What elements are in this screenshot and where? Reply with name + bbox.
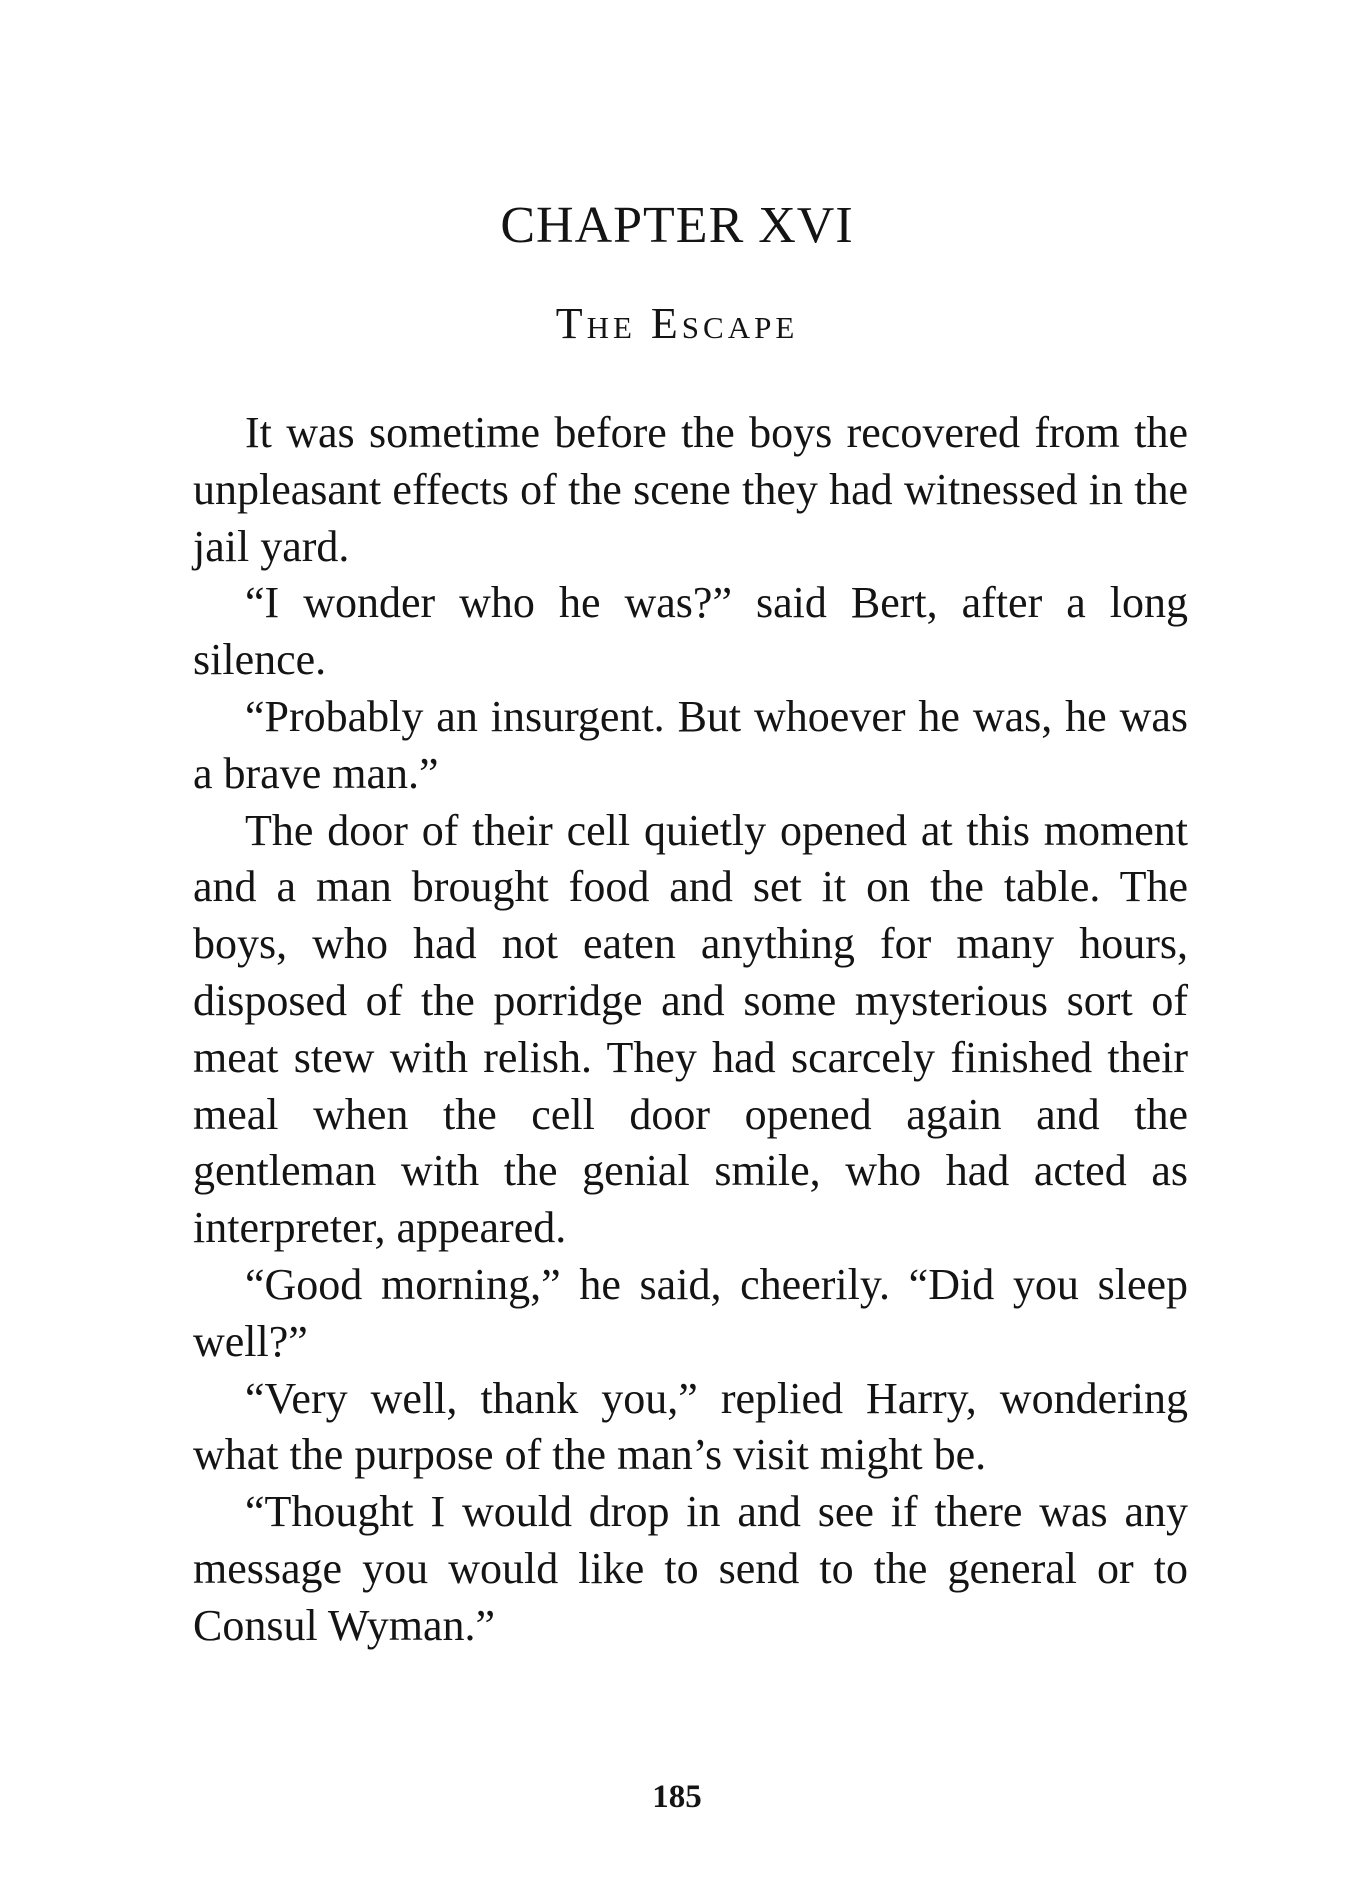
paragraph: “Very well, thank you,” replied Harry, wondering what the purpose of the man’s visit might be. — [193, 1373, 1188, 1480]
paragraph: The door of their cell quietly opened at this moment and a man brought food and set it on the table. The boys, who had not eaten anything for many hours, disposed of the porridge and some mysterious sort of meat stew with relish. They had scarcely finished their meal when the cell door opened again and the gentleman with the genial smile, who had acted as interpreter, appeared. — [193, 805, 1188, 1253]
paragraph: “I wonder who he was?” said Bert, after a long silence. — [193, 578, 1188, 685]
paragraph: “Good morning,” he said, cheerily. “Did you sleep well?” — [193, 1259, 1188, 1366]
chapter-body — [193, 405, 1188, 1655]
chapter-title: The Escape — [555, 299, 799, 348]
page-number: 185 — [652, 1779, 702, 1815]
paragraph: “Thought I would drop in and see if there was any message you would like to send to the general or to Consul Wyman.” — [193, 1487, 1188, 1650]
paragraph: It was sometime before the boys recovered from the unpleasant effects of the scene they had witnessed in the jail yard. — [193, 408, 1188, 571]
chapter-number: CHAPTER XVI — [500, 197, 854, 254]
paragraph: “Probably an insurgent. But whoever he was, he was a brave man.” — [193, 691, 1188, 798]
